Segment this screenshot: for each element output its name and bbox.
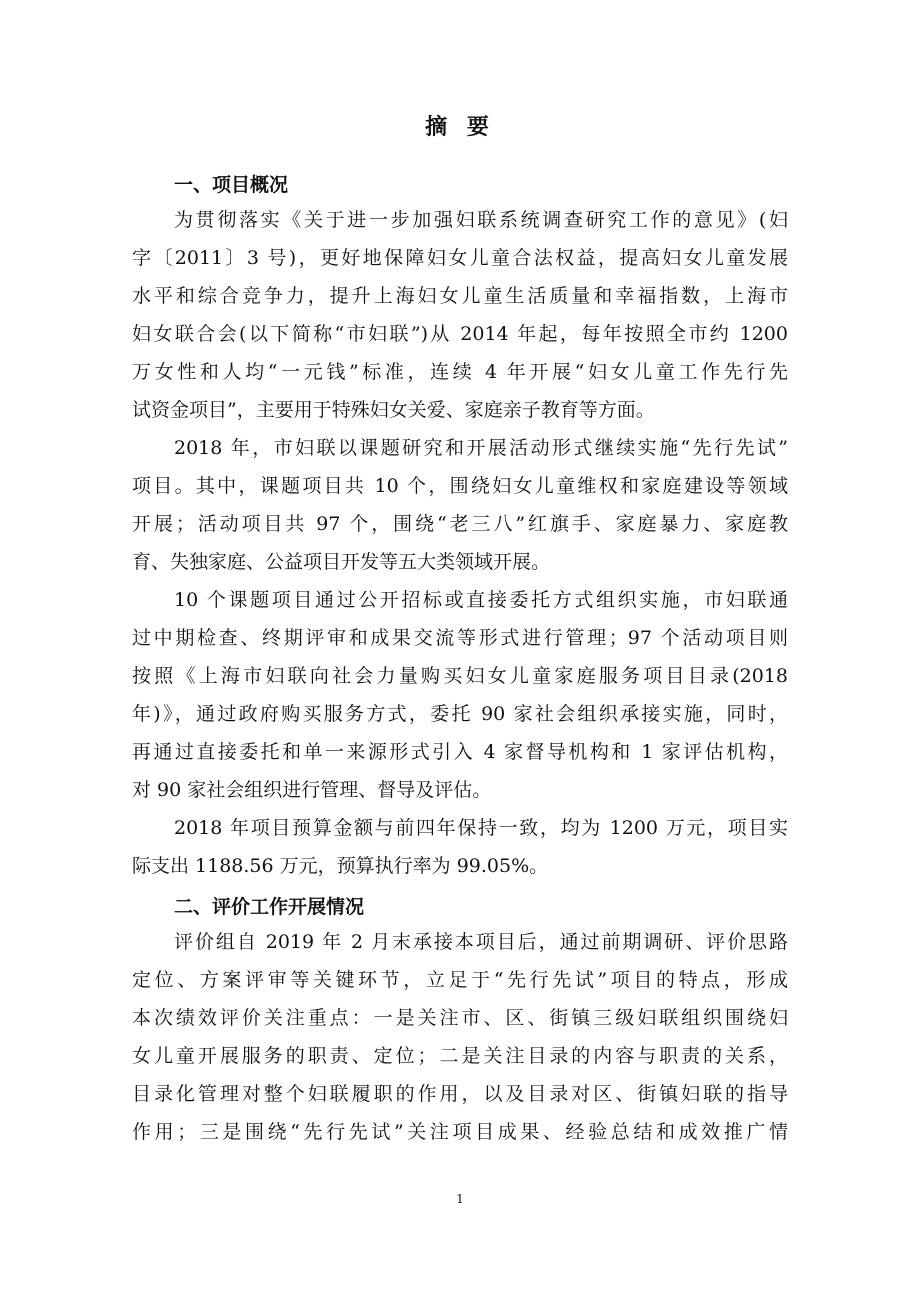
text-line: 目录化管理对整个妇联履职的作用，以及目录对区、街镇妇联的指导 (132, 1083, 788, 1105)
text-line: 际支出 1188.56 万元，预算执行率为 99.05%。 (132, 855, 549, 877)
text-line: 过中期检查、终期评审和成果交流等形式进行管理；97 个活动项目则 (132, 627, 788, 649)
text-line: 作用；三是围绕“先行先试”关注项目成果、经验总结和成效推广情 (132, 1121, 788, 1143)
section-heading: 一、项目概况 (174, 174, 289, 196)
text-line: 评价组自 2019 年 2 月末承接本项目后，通过前期调研、评价思路 (174, 931, 788, 953)
text-line: 定位、方案评审等关键环节，立足于“先行先试”项目的特点，形成 (132, 969, 788, 991)
text-line: 10 个课题项目通过公开招标或直接委托方式组织实施，市妇联通 (174, 589, 788, 611)
text-line: 万女性和人均“一元钱”标准，连续 4 年开展“妇女儿童工作先行先 (132, 361, 788, 383)
text-line: 字〔2011〕3 号)，更好地保障妇女儿童合法权益，提高妇女儿童发展 (132, 247, 788, 269)
text-line: 按照《上海市妇联向社会力量购买妇女儿童家庭服务项目目录(2018 (132, 665, 788, 687)
text-line: 项目。其中，课题项目共 10 个，围绕妇女儿童维权和家庭建设等领域 (132, 475, 788, 497)
section-heading: 二、评价工作开展情况 (174, 896, 365, 918)
text-line: 为贯彻落实《关于进一步加强妇联系统调查研究工作的意见》(妇 (174, 209, 788, 231)
text-line: 对 90 家社会组织进行管理、督导及评估。 (132, 779, 492, 801)
text-line: 水平和综合竞争力，提升上海妇女儿童生活质量和幸福指数，上海市 (132, 285, 788, 307)
text-line: 再通过直接委托和单一来源形式引入 4 家督导机构和 1 家评估机构， (132, 741, 788, 763)
text-line: 试资金项目”，主要用于特殊妇女关爱、家庭亲子教育等方面。 (132, 399, 655, 421)
text-line: 育、失独家庭、公益项目开发等五大类领域开展。 (132, 551, 551, 573)
text-line: 女儿童开展服务的职责、定位；二是关注目录的内容与职责的关系， (132, 1045, 788, 1067)
text-line: 2018 年项目预算金额与前四年保持一致，均为 1200 万元，项目实 (174, 817, 788, 839)
page-number: 1 (456, 1192, 464, 1206)
text-line: 开展；活动项目共 97 个，围绕“老三八”红旗手、家庭暴力、家庭教 (132, 513, 788, 535)
page-title: 摘 要 (425, 115, 495, 140)
text-line: 2018 年，市妇联以课题研究和开展活动形式继续实施“先行先试” (174, 437, 788, 459)
text-line: 本次绩效评价关注重点：一是关注市、区、街镇三级妇联组织围绕妇 (132, 1007, 788, 1029)
text-line: 妇女联合会(以下简称“市妇联”)从 2014 年起，每年按照全市约 1200 (132, 323, 788, 345)
text-line: 年)》，通过政府购买服务方式，委托 90 家社会组织承接实施，同时， (132, 703, 788, 725)
